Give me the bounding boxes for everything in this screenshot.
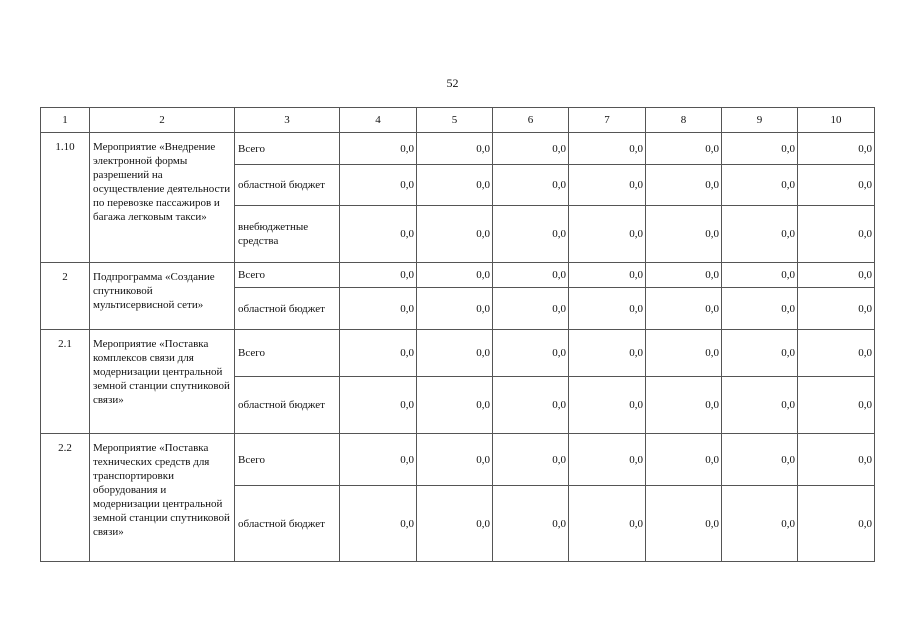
value-cell: 0,0	[722, 434, 798, 486]
header-cell: 7	[569, 108, 646, 133]
value-cell: 0,0	[798, 486, 875, 562]
value-cell: 0,0	[798, 165, 875, 206]
value-cell: 0,0	[493, 486, 569, 562]
funding-source: областной бюджет	[235, 288, 340, 330]
value-cell: 0,0	[722, 263, 798, 288]
value-cell: 0,0	[798, 206, 875, 263]
value-cell: 0,0	[340, 330, 417, 377]
budget-table	[40, 107, 875, 562]
value-cell: 0,0	[798, 263, 875, 288]
value-cell: 0,0	[340, 486, 417, 562]
value-cell: 0,0	[569, 434, 646, 486]
value-cell: 0,0	[722, 288, 798, 330]
item-number: 2.1	[41, 330, 90, 434]
value-cell: 0,0	[340, 263, 417, 288]
value-cell: 0,0	[493, 434, 569, 486]
header-cell: 10	[798, 108, 875, 133]
value-cell: 0,0	[493, 377, 569, 434]
header-cell: 6	[493, 108, 569, 133]
header-cell: 1	[41, 108, 90, 133]
value-cell: 0,0	[340, 165, 417, 206]
value-cell: 0,0	[646, 288, 722, 330]
value-cell: 0,0	[798, 133, 875, 165]
item-number: 1.10	[41, 133, 90, 263]
table-row	[41, 330, 875, 377]
item-number: 2	[41, 263, 90, 330]
value-cell: 0,0	[722, 206, 798, 263]
value-cell: 0,0	[569, 165, 646, 206]
item-name: Мероприятие «Поставка технических средств для транспортировки оборудования и модернизации центральной земной станции спутниковой связи»	[90, 434, 235, 562]
item-number: 2.2	[41, 434, 90, 562]
value-cell: 0,0	[493, 330, 569, 377]
funding-source: внебюджетные средства	[235, 206, 340, 263]
item-name: Подпрограмма «Создание спутниковой мультисервисной сети»	[90, 263, 235, 330]
value-cell: 0,0	[493, 206, 569, 263]
value-cell: 0,0	[493, 165, 569, 206]
value-cell: 0,0	[340, 434, 417, 486]
value-cell: 0,0	[417, 377, 493, 434]
item-name: Мероприятие «Поставка комплексов связи для модернизации центральной земной станции спутниковой связи»	[90, 330, 235, 434]
value-cell: 0,0	[493, 133, 569, 165]
value-cell: 0,0	[569, 133, 646, 165]
value-cell: 0,0	[417, 434, 493, 486]
value-cell: 0,0	[646, 165, 722, 206]
funding-source: Всего	[235, 330, 340, 377]
value-cell: 0,0	[646, 206, 722, 263]
item-name: Мероприятие «Внедрение электронной формы разрешений на осуществление деятельности по перевозке пассажиров и багажа легковым такси»	[90, 133, 235, 263]
funding-source: областной бюджет	[235, 486, 340, 562]
funding-source: областной бюджет	[235, 165, 340, 206]
header-row	[41, 108, 875, 133]
header-cell: 4	[340, 108, 417, 133]
value-cell: 0,0	[798, 330, 875, 377]
value-cell: 0,0	[340, 288, 417, 330]
value-cell: 0,0	[569, 377, 646, 434]
value-cell: 0,0	[646, 263, 722, 288]
value-cell: 0,0	[417, 165, 493, 206]
value-cell: 0,0	[340, 377, 417, 434]
header-cell: 9	[722, 108, 798, 133]
value-cell: 0,0	[569, 263, 646, 288]
funding-source: Всего	[235, 434, 340, 486]
page-number: 52	[446, 76, 459, 90]
value-cell: 0,0	[569, 288, 646, 330]
value-cell: 0,0	[340, 133, 417, 165]
value-cell: 0,0	[417, 206, 493, 263]
value-cell: 0,0	[417, 263, 493, 288]
header-cell: 3	[235, 108, 340, 133]
value-cell: 0,0	[646, 330, 722, 377]
funding-source: областной бюджет	[235, 377, 340, 434]
value-cell: 0,0	[493, 263, 569, 288]
table-row	[41, 434, 875, 486]
value-cell: 0,0	[493, 288, 569, 330]
value-cell: 0,0	[417, 288, 493, 330]
value-cell: 0,0	[417, 330, 493, 377]
value-cell: 0,0	[340, 206, 417, 263]
value-cell: 0,0	[798, 434, 875, 486]
value-cell: 0,0	[798, 288, 875, 330]
header-cell: 8	[646, 108, 722, 133]
value-cell: 0,0	[646, 133, 722, 165]
table-row	[41, 133, 875, 165]
funding-source: Всего	[235, 133, 340, 165]
value-cell: 0,0	[722, 330, 798, 377]
value-cell: 0,0	[569, 206, 646, 263]
value-cell: 0,0	[569, 486, 646, 562]
table-row	[41, 263, 875, 288]
value-cell: 0,0	[798, 377, 875, 434]
value-cell: 0,0	[569, 330, 646, 377]
value-cell: 0,0	[722, 377, 798, 434]
value-cell: 0,0	[646, 434, 722, 486]
value-cell: 0,0	[722, 486, 798, 562]
header-cell: 2	[90, 108, 235, 133]
funding-source: Всего	[235, 263, 340, 288]
header-cell: 5	[417, 108, 493, 133]
value-cell: 0,0	[646, 486, 722, 562]
value-cell: 0,0	[646, 377, 722, 434]
value-cell: 0,0	[417, 486, 493, 562]
value-cell: 0,0	[417, 133, 493, 165]
table-body	[41, 108, 875, 562]
value-cell: 0,0	[722, 133, 798, 165]
value-cell: 0,0	[722, 165, 798, 206]
